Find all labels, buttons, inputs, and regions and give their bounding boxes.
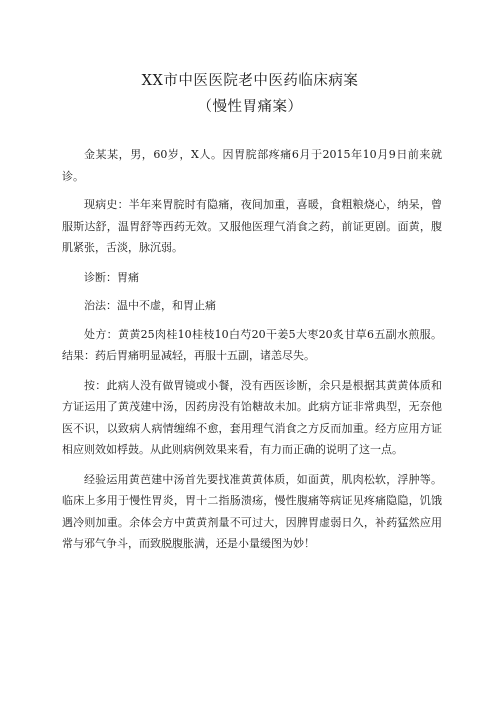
document-title: XX市中医医院老中医药临床病案 <box>141 73 359 89</box>
treatment-method-paragraph: 治法：温中不虚，和胃止痛 <box>84 299 216 312</box>
commentary-paragraph: 按：此病人没有做胃镜或小餐，没有西医诊断，余只是根据其黄黄体质和方证运用了黄茂建中汤，因药房没有饴糖故未加。此病方证非常典型，无奈他医不识，以致病人病情缠绵不愈，套用理气消食之方反而加重。经方应用方证相应则效如桴鼓。从此则病例效果来看，有力而正确的说明了这一点。 <box>62 378 442 456</box>
prescription-paragraph: 处方：黄黄25肉桂10桂枝10白芍20干姜5大枣20炙甘草6五副水煎服。结果：药后胃痛明显减轻，再服十五副，诸恙尽失。 <box>62 327 442 362</box>
document-body <box>62 144 442 563</box>
diagnosis-paragraph: 诊断：胃痛 <box>84 270 139 284</box>
document-subtitle: （慢性胃痛案） <box>197 99 303 115</box>
experience-paragraph: 经验运用黄芭建中汤首先要找准黄黄体质，如面黄，肌肉松软，浮肿等。临床上多用于慢性胃炎，胃十二指肠溃疡，慢性腹痛等病证见疼痛隐隐，饥饿遇冷则加重。余体会方中黄黄剂量不可过大，因脾胃虚弱日久，补药猛然应用常与邪气争斗，而致脱腹胀满，还是小量缓图为妙！ <box>62 472 442 550</box>
patient-info-paragraph: 金某某，男，60岁，X人。因胃脘部疼痛6月于2015年10月9日前来就诊。 <box>62 148 442 183</box>
history-paragraph: 现病史：半年来胃脘时有隐痛，夜间加重，喜暖，食粗粮烧心，纳呆，曾服斯达舒，温胃舒等西药无效。又服他医理气消食之药，前证更剧。面黄，腹肌紧张，舌淡，脉沉弱。 <box>62 198 442 254</box>
